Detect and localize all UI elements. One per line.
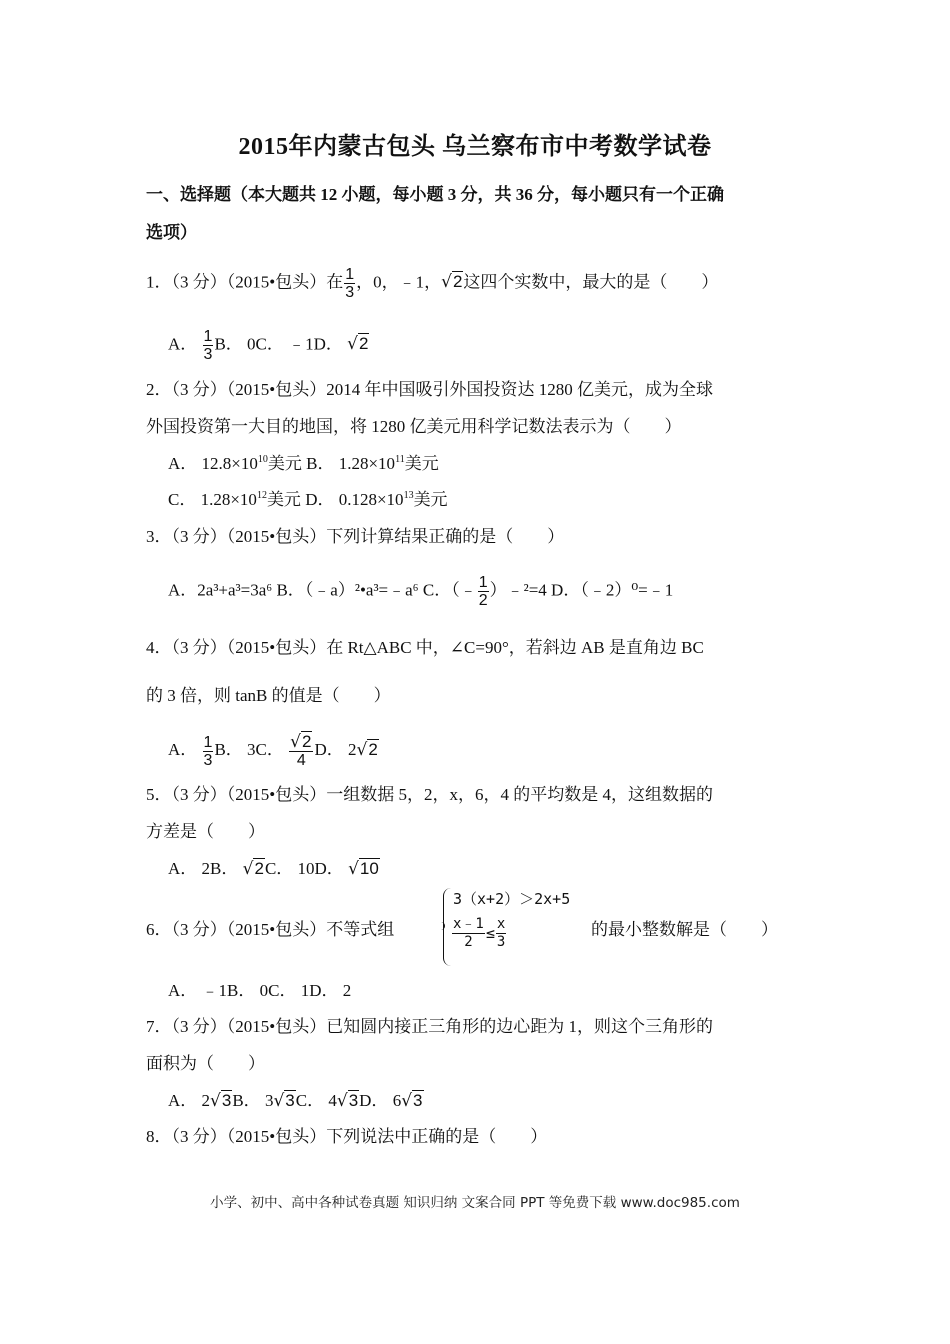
question-5-line1 [146, 783, 713, 807]
question-text: （3 分）（2015•包头）在 Rt△ABC 中，∠C=90°，若斜边 AB 是直角边 BC [171, 638, 704, 657]
option-d-label: D． [309, 981, 339, 1000]
option-c-label: C． [168, 490, 197, 509]
option-c-value: ）﹣²=4 [489, 580, 547, 600]
question-8 [146, 1125, 547, 1149]
option-c-exponent: 12 [256, 490, 267, 501]
question-2-options-cd [168, 488, 448, 512]
option-d-unit: 美元 [413, 490, 448, 509]
option-a-label: A． [168, 981, 198, 1000]
option-a-value: 2a³+a³=3a⁶ [197, 580, 273, 600]
inequality-1: 3（x+2）＞2x+5 [453, 890, 571, 908]
option-c-value: 10 [297, 859, 315, 878]
page-footer: 小学、初中、高中各种试卷真题 知识归纳 文案合同 PPT 等免费下载 www.doc985.com [210, 1195, 740, 1211]
option-c-value: （﹣ [451, 580, 477, 600]
option-d-coefficient: 6 [392, 1091, 402, 1110]
option-b-value: 0 [247, 334, 256, 354]
question-text: 这四个实数中，最大的是（ ） [463, 272, 719, 292]
option-c-label: C． [295, 1091, 325, 1110]
option-a-value: ﹣1 [201, 981, 228, 1000]
option-b-value: 0 [259, 981, 269, 1000]
option-c-value: 1 [300, 981, 310, 1000]
option-b-value: 3 [247, 739, 256, 759]
question-6-prefix [146, 918, 394, 942]
option-b-unit: 美元 [404, 454, 439, 473]
question-4-line1 [146, 636, 704, 660]
question-7-line2: 面积为（ ） [146, 1054, 265, 1073]
option-b-value: （﹣a）²•a³=﹣a⁶ [304, 580, 419, 600]
option-a-label: A． [168, 1091, 198, 1110]
option-a-fraction: $\frac{1}{3}$ [203, 328, 213, 363]
question-text: （3 分）（2015•包头）一组数据 5，2，x，6，4 的平均数是 4，这组数据的 [171, 785, 713, 804]
option-c-unit: 美元 [266, 490, 301, 509]
question-text: （3 分）（2015•包头）2014 年中国吸引外国投资达 1280 亿美元，成为全球 [171, 380, 713, 399]
option-d-value: 2 [342, 981, 352, 1000]
option-d-coefficient: 2 [347, 739, 357, 759]
question-4-options [168, 733, 379, 769]
question-2-line1 [146, 378, 713, 402]
question-2-options-ab [168, 452, 439, 476]
option-d-value: 0.128×10 [338, 490, 404, 509]
option-a-coefficient: 2 [201, 1091, 211, 1110]
option-c-label: C． [264, 859, 294, 878]
option-a-label: A． [168, 739, 198, 759]
option-a-exponent: 10 [257, 454, 268, 465]
question-1-options [168, 328, 369, 363]
option-a-label: A． [168, 580, 198, 600]
question-text: （3 分）（2015•包头）已知圆内接正三角形的边心距为 1，则这个三角形的 [171, 1017, 713, 1036]
option-b-label: B． [306, 454, 335, 473]
inequality-2 [451, 916, 507, 951]
question-text: （3 分）（2015•包头）在 [171, 272, 344, 292]
option-d-sqrt: √2 [356, 739, 378, 760]
question-text: （3 分）（2015•包头）下列计算结果正确的是（ ） [171, 527, 565, 546]
option-d-value: （﹣2）⁰=﹣1 [580, 580, 674, 600]
fraction: $\frac{x﹣1}{2}$ [453, 916, 484, 950]
question-5-options [168, 857, 380, 881]
question-number: 5． [146, 785, 172, 804]
option-c-label: C． [422, 580, 452, 600]
option-b-label: B． [232, 1091, 261, 1110]
question-number: 3． [146, 527, 172, 546]
sqrt-expression: √2 [441, 272, 463, 293]
option-b-label: B． [214, 739, 243, 759]
option-a-label: A． [168, 454, 198, 473]
question-5-line2: 方差是（ ） [146, 822, 265, 841]
option-c-label: C． [255, 334, 284, 354]
question-number: 7． [146, 1017, 172, 1036]
question-4-line2: 的 3 倍，则 tanB 的值是（ ） [146, 686, 391, 705]
fraction: $\frac{x}{3}$ [496, 916, 506, 950]
option-c-coefficient: 4 [328, 1091, 337, 1110]
question-number: 4． [146, 638, 172, 657]
option-c-fraction: $\frac{1}{2}$ [478, 574, 488, 609]
option-a-value: 12.8×10 [201, 454, 258, 473]
option-a-value: 2 [201, 859, 211, 878]
option-b-sqrt: √3 [273, 1091, 295, 1111]
option-c-fraction: $\frac{√2}{4}$ [290, 732, 312, 769]
leq-symbol: ≤ [485, 924, 495, 942]
question-7-line1 [146, 1015, 713, 1039]
question-2-line2: 外国投资第一大目的地国，将 1280 亿美元用科学记数法表示为（ ） [146, 417, 682, 436]
option-b-sqrt: √2 [242, 859, 264, 879]
option-d-exponent: 13 [403, 490, 414, 501]
option-a-label: A． [168, 859, 198, 878]
option-b-label: B． [227, 981, 256, 1000]
option-a-fraction: $\frac{1}{3}$ [203, 733, 213, 769]
option-c-value: ﹣1 [288, 334, 314, 354]
option-a-sqrt: √3 [210, 1091, 232, 1111]
option-a-label: A． [168, 334, 198, 354]
question-1 [146, 266, 718, 301]
question-3 [146, 525, 564, 549]
question-number: 2． [146, 380, 172, 399]
option-b-label: B． [210, 859, 239, 878]
option-d-label: D． [551, 580, 581, 600]
option-c-value: 1.28×10 [200, 490, 257, 509]
question-text: （3 分）（2015•包头）不等式组 [171, 920, 395, 939]
option-b-coefficient: 3 [264, 1091, 274, 1110]
inequality-system [443, 888, 593, 968]
option-c-label: C． [268, 981, 297, 1000]
option-a-unit: 美元 [267, 454, 302, 473]
question-text: （3 分）（2015•包头）下列说法中正确的是（ ） [171, 1127, 548, 1146]
option-b-label: B． [276, 580, 305, 600]
fraction: $\frac{1}{3}$ [345, 266, 355, 301]
option-d-sqrt: √10 [348, 859, 379, 879]
option-c-sqrt: √3 [336, 1091, 359, 1111]
option-c-label: C． [255, 739, 284, 759]
option-b-value: 1.28×10 [338, 454, 396, 473]
option-d-label: D． [314, 739, 344, 759]
option-d-label: D． [313, 334, 343, 354]
section-heading-line2: 选项） [146, 223, 197, 242]
question-6-suffix: 的最小整数解是（ ） [591, 920, 778, 939]
question-number: 1． [146, 272, 172, 292]
option-d-sqrt: √3 [401, 1091, 423, 1111]
question-text: ，0，﹣1， [356, 272, 442, 292]
question-6-options [168, 979, 351, 1003]
section-heading-line1: 一、选择题（本大题共 12 小题，每小题 3 分，共 36 分，每小题只有一个正确 [146, 185, 724, 204]
question-number: 6． [146, 920, 172, 939]
option-b-label: B． [214, 334, 243, 354]
option-d-label: D． [314, 859, 344, 878]
section-heading [146, 176, 816, 252]
option-d-label: D． [359, 1091, 389, 1110]
question-7-options [168, 1089, 424, 1113]
option-b-exponent: 11 [395, 454, 405, 465]
option-d-label: D． [305, 490, 335, 509]
option-d-sqrt: √2 [347, 334, 369, 355]
question-3-options [168, 574, 673, 609]
question-number: 8． [146, 1127, 172, 1146]
document-title: 2015年内蒙古包头 乌兰察布市中考数学试卷 [238, 134, 712, 160]
